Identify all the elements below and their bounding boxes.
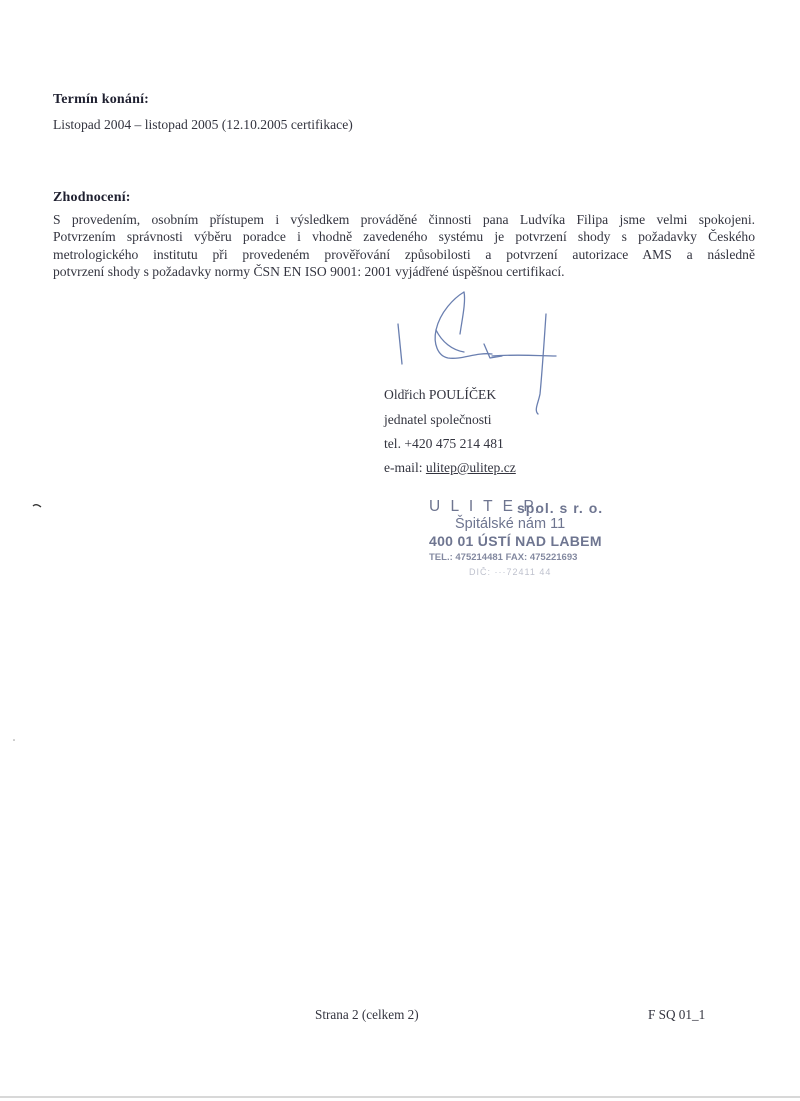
evaluation-paragraph xyxy=(53,211,755,281)
page-number: Strana 2 (celkem 2) xyxy=(315,1007,419,1022)
signatory-email-line xyxy=(384,460,516,476)
evaluation-line: potvrzení shody s požadavky normy ČSN EN ISO 9001: 2001 vyjádřené úspěšnou certifikací. xyxy=(53,264,565,280)
evaluation-line: Potvrzením správnosti výběru poradce i vhodně zavedeného systému je potvrzení shody s požadavky Českého xyxy=(53,229,755,245)
email-link[interactable]: ulitep@ulitep.cz xyxy=(425,460,516,475)
company-stamp xyxy=(425,498,625,590)
signatory-phone: tel. +420 475 214 481 xyxy=(384,436,504,451)
evaluation-line: metrologického institutu při provedeném prověřování způsobilosti a potvrzení autorizace AMS a následně xyxy=(53,246,755,262)
scan-edge xyxy=(0,1096,800,1098)
evaluation-heading: Zhodnocení: xyxy=(53,190,131,205)
email-label: e-mail: xyxy=(384,460,426,475)
scan-speck xyxy=(12,738,16,742)
signatory-role: jednatel společnosti xyxy=(384,412,492,427)
evaluation-line: S provedením, osobním přístupem i výsledkem prováděné činnosti pana Ludvíka Filipa jsme velmi spokojeni. xyxy=(53,212,755,227)
stamp-dic: DIČ: ···72411 44 xyxy=(469,567,552,577)
stamp-company: U L I T E P, xyxy=(429,498,542,515)
signatory-name: Oldřich POULÍČEK xyxy=(384,387,497,402)
form-code: F SQ 01_1 xyxy=(648,1007,706,1022)
stamp-city: 400 01 ÚSTÍ NAD LABEM xyxy=(429,533,602,549)
scan-speck xyxy=(32,503,42,509)
stamp-street: Špitálské nám 11 xyxy=(455,516,566,532)
term-text: Listopad 2004 – listopad 2005 (12.10.2005 certifikace) xyxy=(53,117,353,132)
term-heading: Termín konání: xyxy=(53,92,150,107)
stamp-legal-form: spol. s r. o. xyxy=(517,500,604,516)
stamp-phone-fax: TEL.: 475214481 FAX: 475221693 xyxy=(429,552,578,563)
